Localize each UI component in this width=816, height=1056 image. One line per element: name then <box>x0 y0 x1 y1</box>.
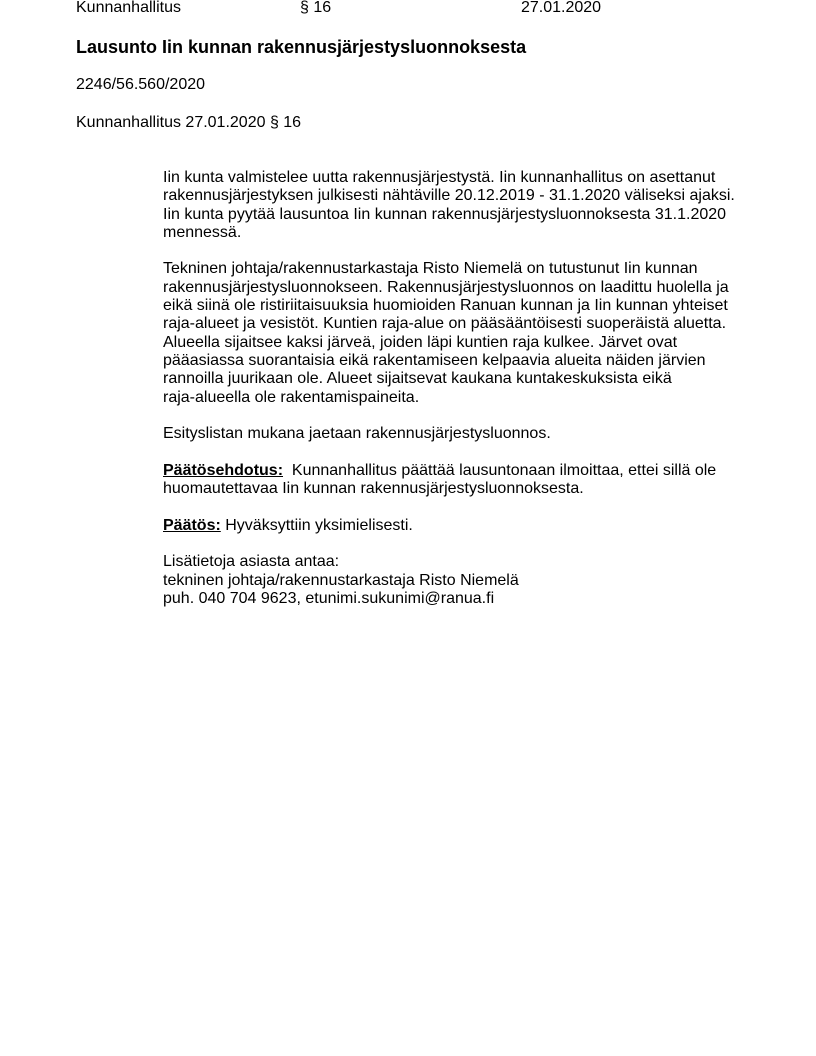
header-section-number: § 16 <box>300 0 332 16</box>
decision-text: Hyväksyttiin yksimielisesti. <box>225 516 413 534</box>
text-line: pääasiassa suorantaisia eikä rakentamiseen kelpaavia alueita näiden järvien <box>163 351 706 369</box>
contact-intro: Lisätietoja asiasta antaa: <box>163 553 340 571</box>
text-line: Iin kunta valmistelee uutta rakennusjärjestystä. Iin kunnanhallitus on asettanut <box>163 169 716 186</box>
proposal-first-line <box>163 462 763 480</box>
proposal-label: Päätösehdotus: <box>163 461 284 479</box>
contact-details: puh. 040 704 9623, etunimi.sukunimi@ranua.fi <box>163 589 495 607</box>
diary-number: 2246/56.560/2020 <box>76 76 206 93</box>
text-line: eikä siinä ole ristiriitaisuuksia huomioiden Ranuan kunnan ja Iin kunnan yhteiset <box>163 297 728 315</box>
text-line: Tekninen johtaja/rakennustarkastaja Risto Niemelä on tutustunut Iin kunnan <box>163 260 698 278</box>
paragraph-background <box>163 169 763 242</box>
contact-info <box>163 553 763 608</box>
paragraph-assessment <box>163 260 763 406</box>
page-title: Lausunto Iin kunnan rakennusjärjestysluonnoksesta <box>76 37 527 57</box>
text-line: mennessä. <box>163 223 242 241</box>
header-body-name: Kunnanhallitus <box>76 0 181 16</box>
document-body <box>163 169 763 608</box>
text-line: Esityslistan mukana jaetaan rakennusjärjestysluonnos. <box>163 425 551 443</box>
text-line: rakennusjärjestyksen julkisesti nähtäville 20.12.2019 - 31.1.2020 väliseksi ajaksi. <box>163 187 735 205</box>
decision-line <box>163 517 763 535</box>
text-line: raja-alueella ole rakentamispaineita. <box>163 388 420 406</box>
text-line: raja-alueet ja vesistöt. Kuntien raja-alue on pääsääntöisesti suoperäistä aluetta. <box>163 315 727 333</box>
decision <box>163 517 763 535</box>
session-line: Kunnanhallitus 27.01.2020 § 16 <box>76 114 302 131</box>
document-header <box>76 0 776 18</box>
text-line: Iin kunta pyytää lausuntoa Iin kunnan rakennusjärjestysluonnoksesta 31.1.2020 <box>163 205 727 223</box>
text-line: rakennusjärjestysluonnokseen. Rakennusjärjestysluonnos on laadittu huolella ja <box>163 278 729 296</box>
proposal-text: Kunnanhallitus päättää lausuntonaan ilmoittaa, ettei sillä ole <box>291 461 717 479</box>
paragraph-attachment-note <box>163 425 763 443</box>
decision-proposal <box>163 462 763 499</box>
text-line: huomautettavaa Iin kunnan rakennusjärjestysluonnoksesta. <box>163 480 584 498</box>
contact-person: tekninen johtaja/rakennustarkastaja Risto Niemelä <box>163 571 519 589</box>
header-date: 27.01.2020 <box>521 0 602 16</box>
decision-label: Päätös: <box>163 516 221 534</box>
text-line: rannoilla juurikaan ole. Alueet sijaitsevat kaukana kuntakeskuksista eikä <box>163 370 672 388</box>
text-line: Alueella sijaitsee kaksi järveä, joiden läpi kuntien raja kulkee. Järvet ovat <box>163 333 678 351</box>
